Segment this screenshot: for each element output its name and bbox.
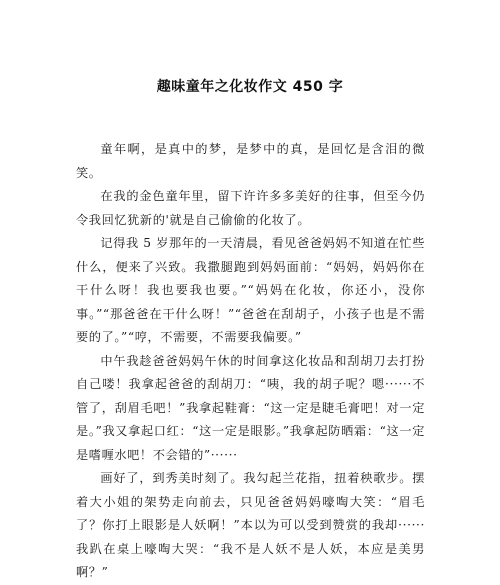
paragraph: 在我的金色童年里，留下许许多多美好的往事，但至今仍令我回忆犹新的'就是自己偷偷的化妆了。 <box>76 189 425 227</box>
paragraph: 画好了，到秀美时刻了。我勾起兰花指，扭着秧歌步。摆着大小姐的架势走向前去，只见爸爸妈妈嚎啕大笑：“眉毛了？你打上眼影是人妖啊！”本以为可以受到赞赏的我却······我趴在桌上嚎啕大哭：“我不是人妖不是人妖，本应是美男啊？” <box>76 471 425 579</box>
paragraph: 童年啊，是真中的梦，是梦中的真，是回忆是含泪的微笑。 <box>76 142 425 180</box>
document-title: 趣味童年之化妆作文 450 字 <box>156 79 344 95</box>
paragraph: 记得我 5 岁那年的一天清晨，看见爸爸妈妈不知道在忙些什么，便来了兴致。我撒腿跑到妈妈面前：“妈妈，妈妈你在干什么呀！我也要我也要。”“妈妈在化妆，你还小，没你事。”“那爸爸在干什么呀！”“爸爸在刮胡子，小孩子也是不需要的了。”“哼，不需要，不需要我偏要。” <box>76 236 425 344</box>
paragraph: 中午我趁爸爸妈妈午休的时间拿这化妆品和刮胡刀去打扮自己喽！我拿起爸爸的刮胡刀：“咦，我的胡子呢？嗯······不管了，刮眉毛吧！”我拿起鞋膏：“这一定是睫毛膏吧！对一定是。”我又拿起口红：“这一定是眼影。”我拿起防晒霜：“这一定是嗜喱水吧！不会错的”······ <box>76 353 425 462</box>
document-body <box>76 138 425 585</box>
